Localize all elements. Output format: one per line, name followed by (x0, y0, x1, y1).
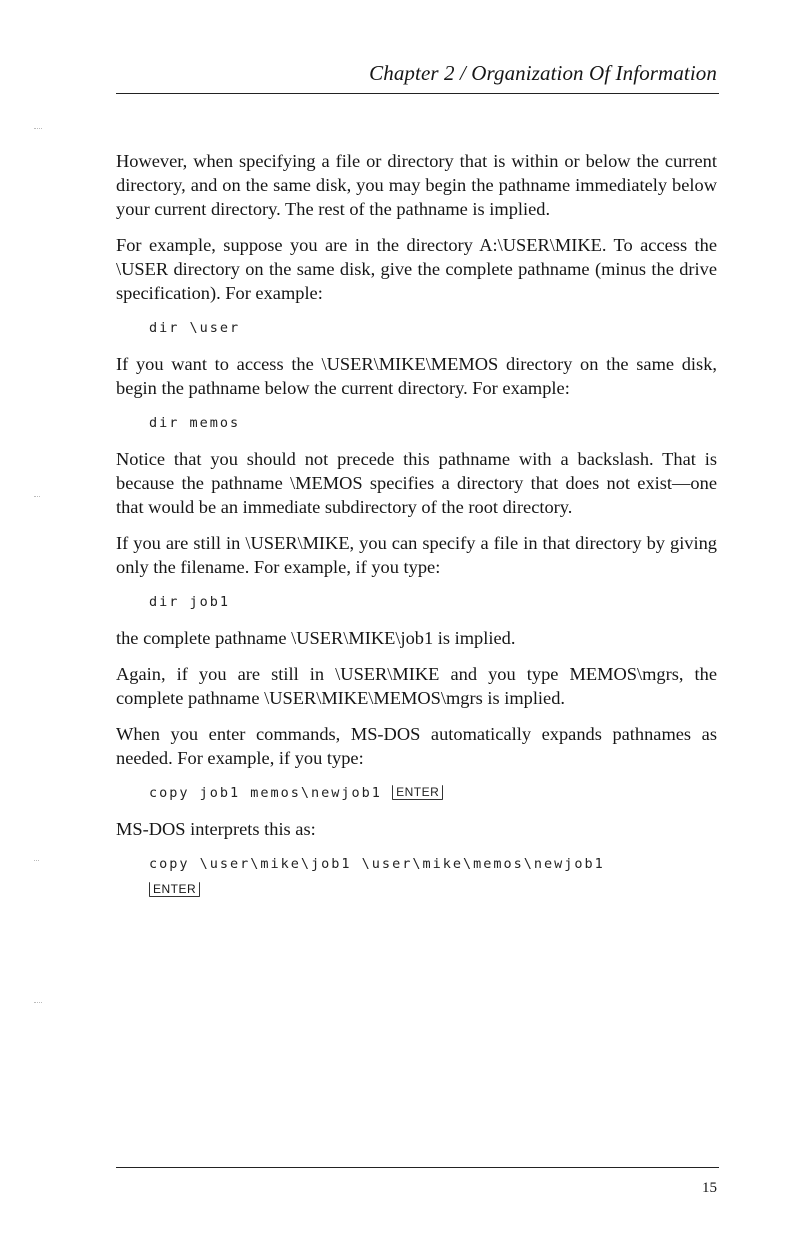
code-text: copy job1 memos\newjob1 (149, 785, 393, 801)
paragraph: MS-DOS interprets this as: (116, 819, 316, 839)
margin-mark (34, 860, 39, 861)
enter-key-icon: ENTER (149, 882, 200, 897)
paragraph: However, when specifying a file or directory that is within or below the current directory, and on the same disk, you may begin the pathname immediately below your current directory. The rest of the pathname is implied. (116, 151, 717, 219)
enter-key-icon: ENTER (392, 785, 443, 800)
margin-mark (34, 1002, 42, 1003)
code-example-with-key (149, 782, 717, 804)
paragraph: Again, if you are still in \USER\MIKE and you type MEMOS\mgrs, the complete pathname \USER\MIKE\MEMOS\mgrs is implied. (116, 664, 717, 708)
paragraph: If you want to access the \USER\MIKE\MEMOS directory on the same disk, begin the pathname below the current directory. For example: (116, 354, 717, 398)
paragraph: Notice that you should not precede this pathname with a backslash. That is because the pathname \MEMOS specifies a directory that does not exist—one that would be an immediate subdirectory of the root directory. (116, 449, 717, 517)
header-rule (116, 93, 719, 94)
body-text (116, 149, 717, 910)
paragraph: For example, suppose you are in the directory A:\USER\MIKE. To access the \USER directory on the same disk, give the complete pathname (minus the drive specification). For example: (116, 235, 717, 303)
code-example: copy \user\mike\job1 \user\mike\memos\newjob1 (149, 856, 605, 872)
margin-mark (34, 128, 42, 129)
page-number: 15 (702, 1180, 717, 1196)
paragraph: If you are still in \USER\MIKE, you can specify a file in that directory by giving only the filename. For example, if you type: (116, 533, 717, 577)
code-example: dir \user (149, 320, 241, 336)
key-line (149, 878, 717, 898)
running-head: Chapter 2 / Organization Of Information (369, 61, 717, 85)
code-example: dir memos (149, 415, 241, 431)
footer-rule (116, 1167, 719, 1168)
paragraph: the complete pathname \USER\MIKE\job1 is implied. (116, 628, 516, 648)
margin-mark (34, 496, 40, 497)
code-example: dir job1 (149, 594, 231, 610)
paragraph: When you enter commands, MS-DOS automatically expands pathnames as needed. For example, if you type: (116, 724, 717, 768)
